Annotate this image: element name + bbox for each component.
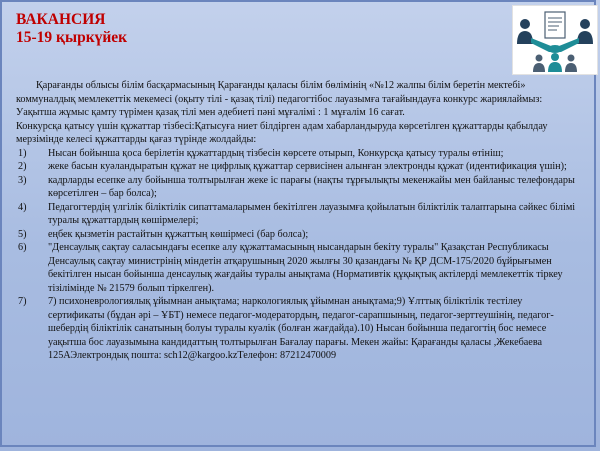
intro-paragraph: Қарағанды облысы білім басқармасының Қарағанды қаласы білім бөлімінің «№12 жалпы білім беретін мектебі» коммуналдық мемлекеттік мекемесі (оқыту тілі - қазақ тілі) педагогтібос лауазымға тағайындауға конкурс жариялаймыз: bbox=[16, 80, 543, 105]
heading-title: ВАКАНСИЯ bbox=[16, 11, 106, 28]
list-item bbox=[16, 160, 576, 174]
list-item-text: кадрларды есепке алу бойынша толтырылған жеке іс парағы (нақты тұрғылықты мекенжайы мен байланыс телефондары көрсетілген – бар болса); bbox=[48, 174, 575, 199]
list-item bbox=[16, 174, 576, 201]
list-item-number: 3) bbox=[18, 174, 27, 186]
vacancy-heading bbox=[16, 11, 127, 47]
list-item-text: Педагогтердің үлгілік біліктілік сипаттамаларымен бекітілген лауазымға қойылатын біліктілік талаптарына сәйкес білімі туралы құжаттардың көшірмелері; bbox=[48, 201, 576, 226]
list-item-number: 6) bbox=[18, 242, 27, 253]
list-item-text: жеке басын куәландыратын құжат не цифрлық құжаттар сервисінен алынған электронды құжат (идентификация үшін); bbox=[48, 161, 567, 172]
list-item bbox=[16, 147, 576, 161]
list-item bbox=[16, 201, 576, 228]
list-item-number: 4) bbox=[18, 201, 27, 213]
list-item bbox=[16, 295, 576, 363]
list-item-number: 2) bbox=[18, 161, 27, 172]
list-item-number: 1) bbox=[18, 147, 27, 159]
heading-dates: 15-19 қыркүйек bbox=[16, 29, 128, 46]
list-item-text: еңбек қызметін растайтын құжаттың көшірмесі (бар болса); bbox=[48, 228, 309, 240]
position-line: Уақытша жұмыс қамту түрімен қазақ тілі мен әдебиеті пәні мұғалімі : 1 мұғалім 16 сағат. bbox=[16, 107, 405, 118]
vacancy-body bbox=[16, 79, 576, 363]
list-item-text: "Денсаулық сақтау саласындағы есепке алу құжаттамасының нысандарын бекіту туралы" Қазақстан Республикасы Денсаулық сақтау министрінің міндетін атқарушының 2020 жылғы 30 қазандағы № ҚР ДСМ-175/2020 бұйрығымен бекітілген нысан бойынша денсаулық жағдайы туралы анықтама (Нормативтік құқықтық актілерді мемлекеттік тіркеу тізілімінде № 21579 болып тіркелген). bbox=[48, 242, 563, 294]
list-item bbox=[16, 228, 576, 242]
handshake-team-logo bbox=[512, 5, 598, 75]
list-item bbox=[16, 241, 576, 295]
list-item-text: 7) психоневрологиялық ұйымнан анықтама; наркологиялық ұйымнан анықтама;9) Ұлттық біліктілік тестілеу сертификаты (бұдан әрі – ҰБТ) немесе педагог-модератордың, педагог-сарапшының, педагог-зерттеушінің, педагог-шебердің біліктілік санатының болуы туралы куәлік (болған жағдайда).10) Нысан бойынша педагогтің бос немесе уақытша бос лауазымына кандидаттың толтырылған Бағалау парағы. Мекен жайы: Қарағанды қаласы ,Жекебаева 125АЭлектрондық пошта: sch12@kargoo.kzТелефон: 87212470009 bbox=[48, 296, 554, 361]
list-item-number: 7) bbox=[18, 296, 27, 307]
list-item-number: 5) bbox=[18, 228, 27, 240]
documents-list bbox=[16, 147, 576, 363]
handshake-team-icon bbox=[513, 6, 597, 74]
list-item-text: Нысан бойынша қоса берілетін құжаттардың тізбесін көрсете отырып, Конкурсқа қатысу туралы өтініш; bbox=[48, 147, 504, 159]
documents-intro: Конкурсқа қатысу үшін құжаттар тізбесі:Қатысуға ниет білдірген адам хабарландыруда көрсетілген құжаттарды қабылдау мерзімінде келесі құжаттарды қағаз түрінде жолдайды: bbox=[16, 120, 548, 145]
